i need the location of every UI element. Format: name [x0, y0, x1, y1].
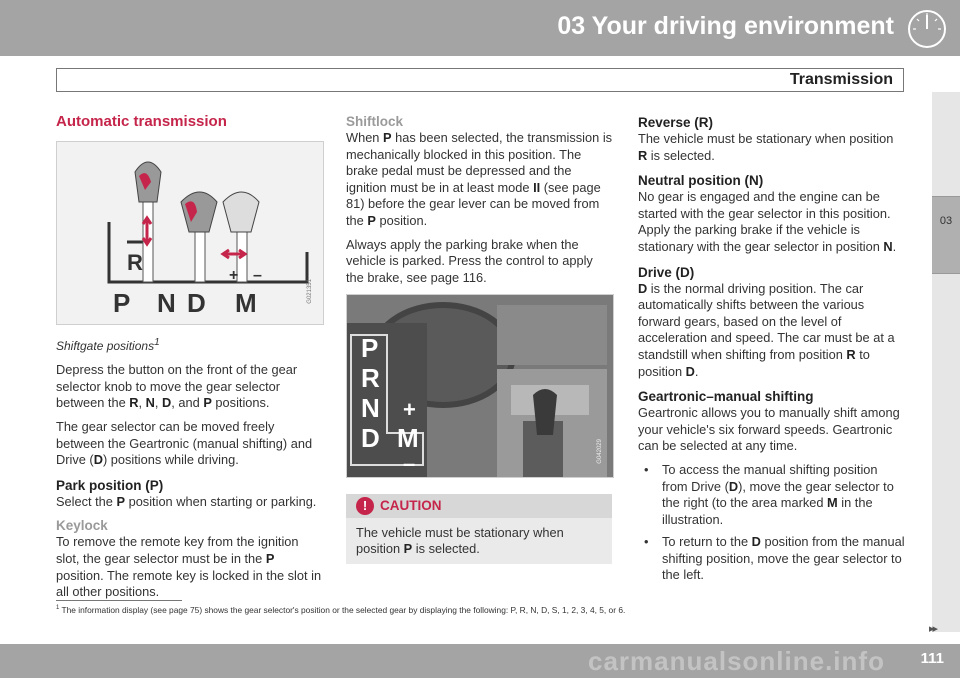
- photo-letter-d: D: [361, 423, 380, 454]
- gate-letter-r: R: [127, 249, 143, 275]
- chapter-title: 03 Your driving environment: [557, 12, 894, 40]
- chapter-tab[interactable]: [932, 196, 960, 274]
- paragraph-neutral: No gear is engaged and the engine can be started with the gear selector in this position. Apply the parking brake if the vehicle is stationary with the gear selector in position N.: [638, 189, 897, 254]
- list-item: • To return to the D position from the manual shifting position, move the gear selector to the left.: [638, 534, 906, 584]
- heading-reverse: Reverse (R): [638, 115, 714, 130]
- photo-letter-n: N: [361, 393, 380, 424]
- heading-automatic-transmission: Automatic transmission: [56, 113, 227, 130]
- figure-caption: [56, 335, 324, 355]
- page-number: 111: [920, 650, 944, 667]
- caption-footnote-ref[interactable]: 1: [154, 336, 160, 348]
- shiftgate-illustration: [57, 142, 323, 324]
- section-title: Transmission: [789, 71, 893, 88]
- paragraph-reverse: The vehicle must be stationary when position R is selected.: [638, 131, 894, 163]
- footnote-text: The information display (see page 75) shows the gear selector's position or the selected gear by displaying the following: P, R, N, D, S, 1, 2, 3, 4, 5, or 6.: [59, 605, 626, 615]
- chapter-tab-label: 03: [939, 215, 953, 227]
- list-item: • To access the manual shifting position from Drive (D), move the gear selector to the right (to the area marked M in the illustration.: [638, 462, 906, 528]
- heading-park-position: Park position (P): [56, 477, 164, 493]
- gauge-icon: [906, 8, 948, 50]
- paragraph-shiftlock: When P has been selected, the transmission is mechanically blocked in this position. The brake pedal must be depressed and the ignition must be in at least mode II (see page 81) before the gear lever can be moved from the P position.: [346, 130, 613, 228]
- footnote-marker: 1: [56, 605, 60, 612]
- caution-title: CAUTION: [380, 498, 442, 514]
- figure-code: G021351: [307, 278, 314, 304]
- watermark: carmanualsonline.info: [588, 646, 885, 676]
- heading-shiftlock: Shiftlock: [346, 114, 404, 129]
- column-1: [56, 114, 324, 608]
- gate-letter-p: P: [113, 287, 131, 318]
- footnote: [56, 605, 916, 615]
- caution-text: The vehicle must be stationary when position P is selected.: [356, 525, 564, 557]
- section-bar: [56, 68, 904, 92]
- paragraph-geartronic: Geartronic allows you to manually shift among your vehicle's six forward speeds. Geartronic can be selected at any time.: [638, 405, 900, 454]
- caption-text: Shiftgate positions: [56, 338, 155, 353]
- column-2: [346, 114, 614, 564]
- caution-icon: !: [356, 497, 374, 515]
- photo-letter-r: R: [361, 363, 380, 394]
- photo-minus: –: [403, 451, 416, 477]
- photo-letter-p: P: [361, 333, 379, 364]
- gate-letter-m: M: [235, 287, 257, 318]
- geartronic-list: [638, 462, 906, 584]
- paragraph-moved-freely: The gear selector can be moved freely between the Geartronic (manual shifting) and Drive (D) positions while driving.: [56, 418, 313, 468]
- paragraph-keylock: To remove the remote key from the ignition slot, the gear selector must be in the P position. The remote key is locked in the slot in all other positions.: [56, 534, 322, 600]
- photo-code: G042029: [597, 438, 604, 464]
- gate-minus: –: [253, 266, 262, 284]
- heading-keylock: Keylock: [56, 518, 108, 534]
- paragraph-parking-brake: Always apply the parking brake when the vehicle is parked. Press the control to apply the brake, see page 116.: [346, 236, 593, 285]
- gear-selector-photo: [346, 294, 614, 478]
- column-3: [638, 114, 906, 590]
- next-page-arrows-icon[interactable]: ▸▸: [928, 623, 936, 635]
- side-stripe: [932, 92, 960, 632]
- paragraph-depress-button: Depress the button on the front of the gear selector knob to move the gear selector between the R, N, D, and P positions.: [56, 362, 298, 411]
- paragraph-park: Select the P position when starting or parking.: [56, 493, 317, 509]
- caution-header: [346, 494, 612, 518]
- photo-plus: +: [403, 397, 416, 423]
- heading-drive: Drive (D): [638, 264, 695, 280]
- footnote-rule: [56, 600, 182, 601]
- photo-letter-m: M: [397, 423, 419, 454]
- heading-geartronic: Geartronic–manual shifting: [638, 389, 814, 405]
- header-bar: [0, 0, 960, 56]
- gear-selector-illustration: [347, 295, 613, 477]
- gate-letter-d: D: [187, 287, 206, 318]
- heading-neutral: Neutral position (N): [638, 173, 764, 189]
- paragraph-drive: D is the normal driving position. The car automatically shifts between the various forward gears, based on the level of acceleration and speed. The car must be at a standstill when shifting from position R to position D.: [638, 280, 895, 379]
- gate-plus: +: [229, 266, 239, 284]
- caution-box: [346, 494, 612, 564]
- gate-letter-n: N: [157, 287, 176, 318]
- shiftgate-figure: [56, 141, 324, 325]
